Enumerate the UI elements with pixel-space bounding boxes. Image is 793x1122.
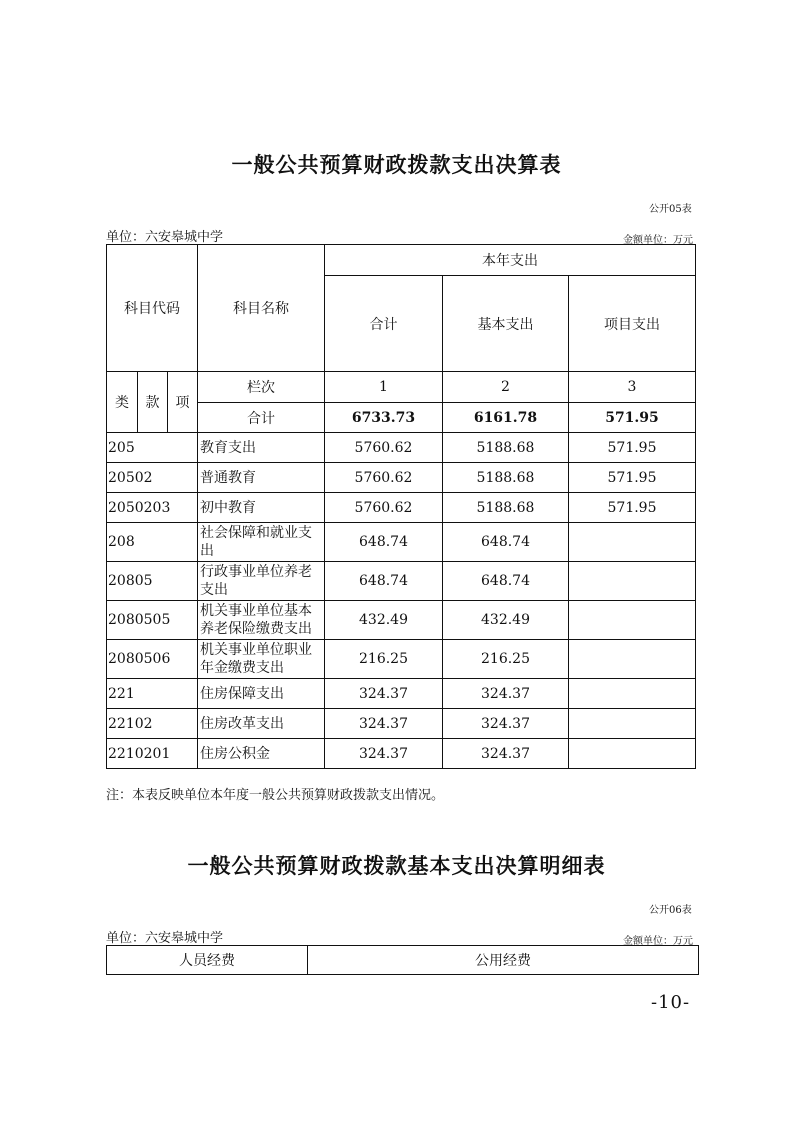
row-name: 初中教育 (198, 493, 325, 523)
table05-note: 注：本表反映单位本年度一般公共预算财政拨款支出情况。 (106, 788, 445, 803)
row-basic: 324.37 (443, 709, 569, 739)
table-row (107, 523, 696, 562)
total-row-basic: 6161.78 (443, 403, 569, 433)
row-basic: 324.37 (443, 739, 569, 769)
table06-title: 一般公共预算财政拨款基本支出决算明细表 (187, 854, 606, 878)
row-name: 行政事业单位养老支出 (198, 562, 325, 601)
row-code: 20805 (107, 562, 198, 601)
row-basic: 216.25 (443, 640, 569, 679)
table-row (107, 433, 696, 463)
table05-form-no: 公开05表 (649, 204, 692, 215)
table-row (107, 463, 696, 493)
row-code: 20502 (107, 463, 198, 493)
row-basic: 648.74 (443, 523, 569, 562)
row-code: 2210201 (107, 739, 198, 769)
row-project: 571.95 (569, 463, 696, 493)
row-basic: 5188.68 (443, 493, 569, 523)
row-code: 2080505 (107, 601, 198, 640)
row-name: 机关事业单位职业年金缴费支出 (198, 640, 325, 679)
column-number-2: 2 (443, 372, 569, 403)
header-basic: 基本支出 (443, 276, 569, 372)
table05-unit: 单位：六安皋城中学 (106, 230, 224, 245)
row-code: 2080506 (107, 640, 198, 679)
row-total: 324.37 (325, 679, 443, 709)
row-total: 324.37 (325, 739, 443, 769)
total-row-label: 合计 (198, 403, 325, 433)
header-personnel: 人员经费 (107, 946, 308, 975)
header-public: 公用经费 (308, 946, 699, 975)
row-project (569, 523, 696, 562)
column-label: 栏次 (198, 372, 325, 403)
row-basic: 324.37 (443, 679, 569, 709)
row-project (569, 709, 696, 739)
header-code: 科目代码 (107, 245, 198, 372)
header-current-year: 本年支出 (325, 245, 696, 276)
row-name: 住房保障支出 (198, 679, 325, 709)
table-row (107, 709, 696, 739)
row-total: 324.37 (325, 709, 443, 739)
row-code: 22102 (107, 709, 198, 739)
row-project (569, 739, 696, 769)
table-row (107, 562, 696, 601)
row-basic: 5188.68 (443, 433, 569, 463)
table06 (106, 945, 699, 975)
row-code: 205 (107, 433, 198, 463)
row-total: 648.74 (325, 562, 443, 601)
row-total: 432.49 (325, 601, 443, 640)
row-code: 208 (107, 523, 198, 562)
header-kuan: 款 (138, 372, 168, 433)
header-xiang: 项 (168, 372, 198, 433)
row-name: 社会保障和就业支出 (198, 523, 325, 562)
table06-form-no: 公开06表 (649, 905, 692, 916)
row-project (569, 640, 696, 679)
table06-amount-unit: 金额单位：万元 (623, 936, 693, 947)
row-name: 住房改革支出 (198, 709, 325, 739)
header-lei: 类 (107, 372, 138, 433)
header-total: 合计 (325, 276, 443, 372)
row-basic: 5188.68 (443, 463, 569, 493)
row-project (569, 679, 696, 709)
column-number-3: 3 (569, 372, 696, 403)
table-row (107, 739, 696, 769)
row-name: 教育支出 (198, 433, 325, 463)
row-basic: 648.74 (443, 562, 569, 601)
row-project: 571.95 (569, 493, 696, 523)
row-code: 2050203 (107, 493, 198, 523)
column-number-1: 1 (325, 372, 443, 403)
row-total: 5760.62 (325, 463, 443, 493)
row-name: 机关事业单位基本养老保险缴费支出 (198, 601, 325, 640)
table05-amount-unit: 金额单位：万元 (623, 235, 693, 246)
header-project: 项目支出 (569, 276, 696, 372)
table-row (107, 601, 696, 640)
row-total: 648.74 (325, 523, 443, 562)
page-number: -10- (651, 992, 691, 1013)
table-row (107, 679, 696, 709)
header-name: 科目名称 (198, 245, 325, 372)
table-row (107, 493, 696, 523)
row-basic: 432.49 (443, 601, 569, 640)
table-row (107, 640, 696, 679)
total-row-project: 571.95 (569, 403, 696, 433)
table05-title: 一般公共预算财政拨款支出决算表 (231, 153, 562, 177)
row-name: 住房公积金 (198, 739, 325, 769)
table06-unit: 单位：六安皋城中学 (106, 931, 224, 946)
row-project (569, 562, 696, 601)
table05 (106, 244, 696, 769)
total-row-total: 6733.73 (325, 403, 443, 433)
row-total: 5760.62 (325, 433, 443, 463)
row-code: 221 (107, 679, 198, 709)
row-project: 571.95 (569, 433, 696, 463)
row-project (569, 601, 696, 640)
row-name: 普通教育 (198, 463, 325, 493)
row-total: 5760.62 (325, 493, 443, 523)
row-total: 216.25 (325, 640, 443, 679)
